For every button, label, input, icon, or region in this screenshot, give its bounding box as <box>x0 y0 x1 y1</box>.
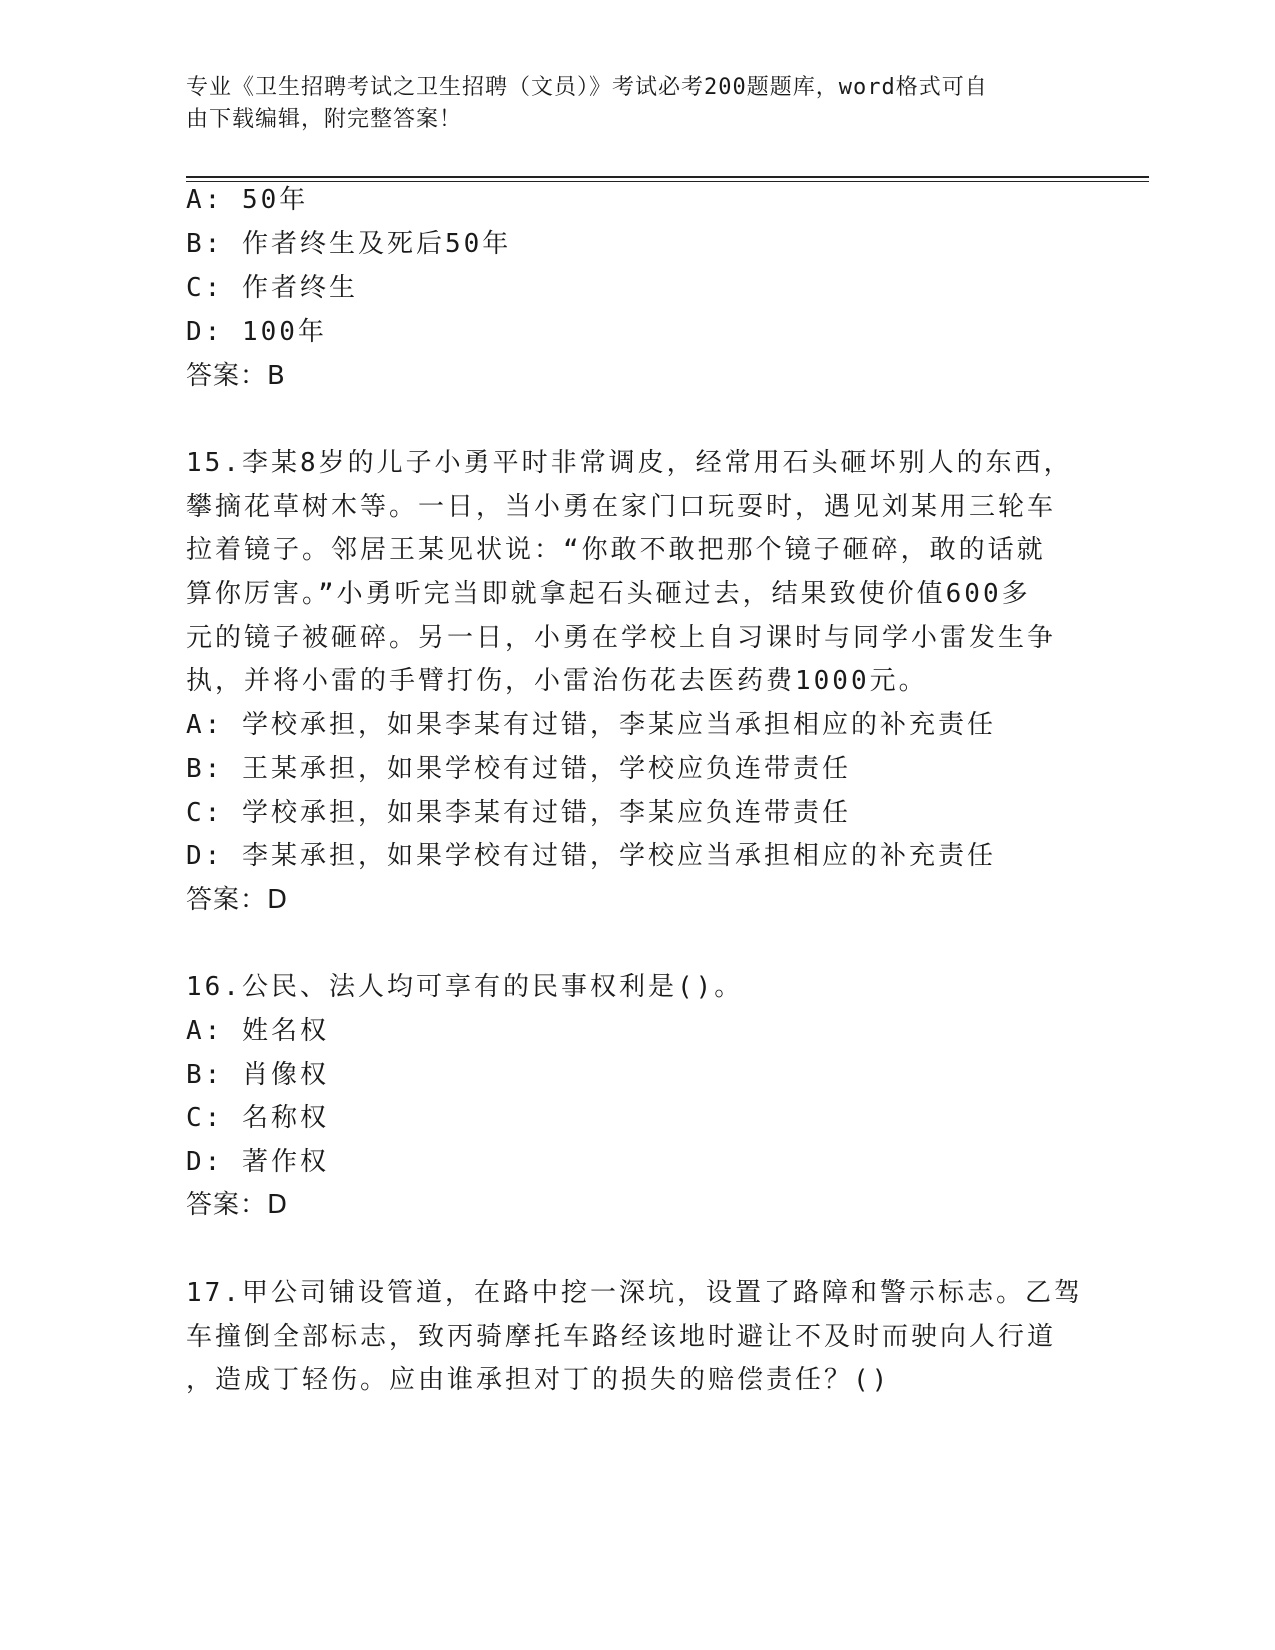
q15-option-d: D: 李某承担，如果学校有过错，学校应当承担相应的补充责任 <box>186 841 996 871</box>
header-line-2: 由下载编辑，附完整答案！ <box>186 107 463 132</box>
q15-option-c: C: 学校承担，如果李某有过错，李某应负连带责任 <box>186 798 851 828</box>
q15-answer: 答案：D <box>186 885 289 915</box>
q16-option-c: C: 名称权 <box>186 1103 329 1133</box>
q16-option-d: D: 著作权 <box>186 1147 329 1177</box>
q16-option-a: A: 姓名权 <box>186 1016 329 1046</box>
q14-option-c: C: 作者终生 <box>186 273 358 303</box>
q14-option-b: B: 作者终生及死后50年 <box>186 229 512 259</box>
q16-option-b: B: 肖像权 <box>186 1060 329 1090</box>
header-line-1: 专业《卫生招聘考试之卫生招聘（文员）》考试必考200题题库，word格式可自 <box>186 75 988 100</box>
document-header <box>186 72 1066 136</box>
q17-stem-line-3: ，造成丁轻伤。应由谁承担对丁的损失的赔偿责任？() <box>186 1365 891 1395</box>
q15-stem-line-3: 拉着镜子。邻居王某见状说：“你敢不敢把那个镜子砸碎，敢的话就 <box>186 535 1046 565</box>
q16-stem: 16.公民、法人均可享有的民事权利是()。 <box>186 972 744 1002</box>
q17-stem-line-1: 17.甲公司铺设管道，在路中挖一深坑，设置了路障和警示标志。乙驾 <box>186 1278 1083 1308</box>
q15-option-a: A: 学校承担，如果李某有过错，李某应当承担相应的补充责任 <box>186 710 996 740</box>
q14-option-d: D: 100年 <box>186 317 327 347</box>
q15-stem-line-5: 元的镜子被砸碎。另一日，小勇在学校上自习课时与同学小雷发生争 <box>186 623 1057 653</box>
q15-option-b: B: 王某承担，如果学校有过错，学校应负连带责任 <box>186 754 851 784</box>
q17-stem-line-2: 车撞倒全部标志，致丙骑摩托车路经该地时避让不及时而驶向人行道 <box>186 1322 1057 1352</box>
header-divider-thin <box>186 181 1149 182</box>
q16-answer: 答案：D <box>186 1190 289 1220</box>
q15-stem-line-6: 执，并将小雷的手臂打伤，小雷治伤花去医药费1000元。 <box>186 666 928 696</box>
q15-stem-line-4: 算你厉害。”小勇听完当即就拿起石头砸过去，结果致使价值600多 <box>186 579 1031 609</box>
q14-answer: 答案：B <box>186 361 286 391</box>
q14-option-a: A: 50年 <box>186 185 309 215</box>
header-divider-thick <box>186 176 1149 178</box>
q15-stem-line-2: 攀摘花草树木等。一日，当小勇在家门口玩耍时，遇见刘某用三轮车 <box>186 492 1057 522</box>
q15-stem-line-1: 15.李某8岁的儿子小勇平时非常调皮，经常用石头砸坏别人的东西， <box>186 448 1073 478</box>
